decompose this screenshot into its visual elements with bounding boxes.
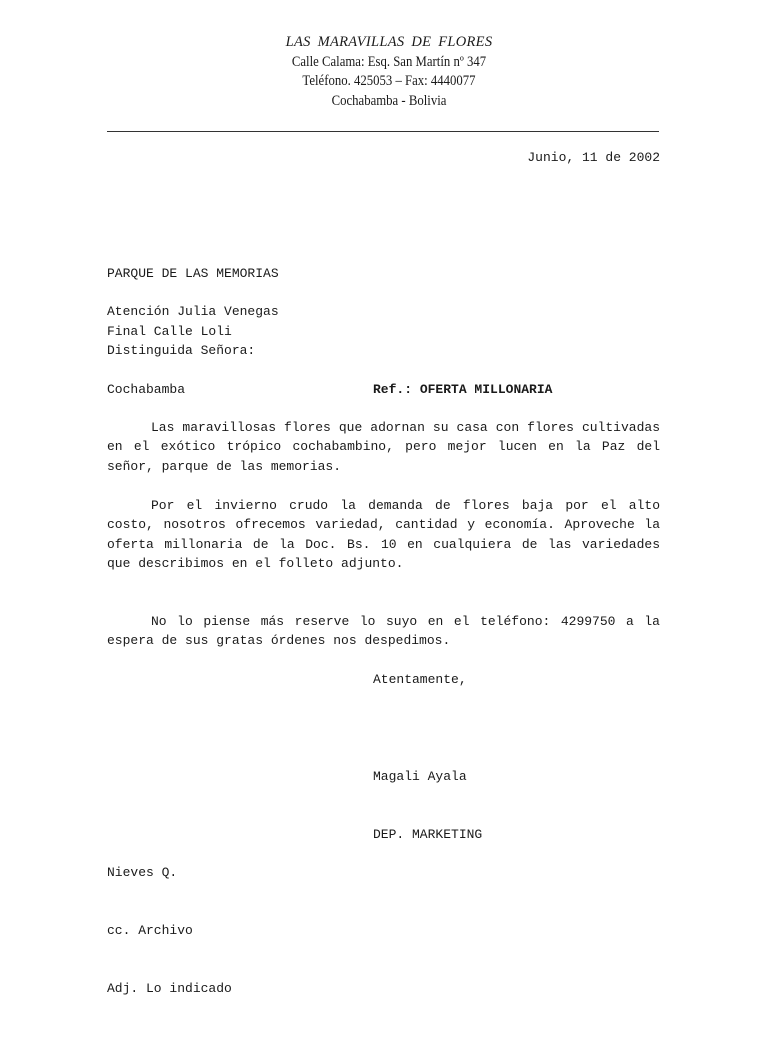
salutation: Distinguida Señora: [107, 343, 256, 358]
closing: Atentamente, [373, 672, 467, 687]
company-city: Cochabamba - Bolivia [331, 92, 447, 109]
signature-name: Magali Ayala [373, 768, 467, 784]
body-paragraph-1 [107, 418, 660, 476]
attention-line: Atención Julia Venegas [107, 304, 279, 319]
footer-cc: cc. Archivo [107, 923, 193, 939]
reference-label: Ref.: [373, 382, 413, 397]
body-paragraph-3 [107, 612, 660, 651]
reference-value: OFERTA MILLONARIA [419, 382, 553, 397]
paragraph-3-text: No lo piense más reserve lo suyo en el teléfono: 4299750 a la espera de sus gratas órdenes nos despedimos. [107, 614, 660, 649]
company-address: Calle Calama: Esq. San Martín nº 347 [291, 53, 487, 70]
footer-block [107, 824, 232, 1037]
recipient-name: PARQUE DE LAS MEMORIAS [107, 265, 279, 281]
recipient-block [107, 225, 279, 438]
letterhead-divider [107, 131, 659, 132]
recipient-street: Final Calle Loli [107, 324, 232, 340]
recipient-city: Cochabamba [107, 382, 186, 398]
body-paragraph-2 [107, 496, 660, 574]
paragraph-1-text: Las maravillosas flores que adornan su casa con flores cultivadas en el exótico trópico cochabambino, pero mejor lucen en la Paz del señor, parque de las memorias. [107, 420, 660, 474]
signature-department: DEP. MARKETING [373, 827, 483, 843]
letter-date: Junio, 11 de 2002 [527, 150, 660, 165]
signature-block [373, 728, 482, 883]
reference-line [373, 380, 552, 399]
paragraph-2-text: Por el invierno crudo la demanda de flores baja por el alto costo, nosotros ofrecemos variedad, cantidad y economía. Aproveche la oferta millonaria de la Doc. Bs. 10 en cualquiera de las variedades que describimos en el folleto adjunto. [107, 498, 660, 572]
company-name: LAS MARAVILLAS DE FLORES [285, 34, 493, 50]
footer-enclosure: Adj. Lo indicado [107, 981, 232, 997]
company-phone-fax: Teléfono. 425053 – Fax: 4440077 [302, 73, 476, 89]
footer-initials: Nieves Q. [107, 864, 178, 880]
letterhead [0, 33, 768, 111]
